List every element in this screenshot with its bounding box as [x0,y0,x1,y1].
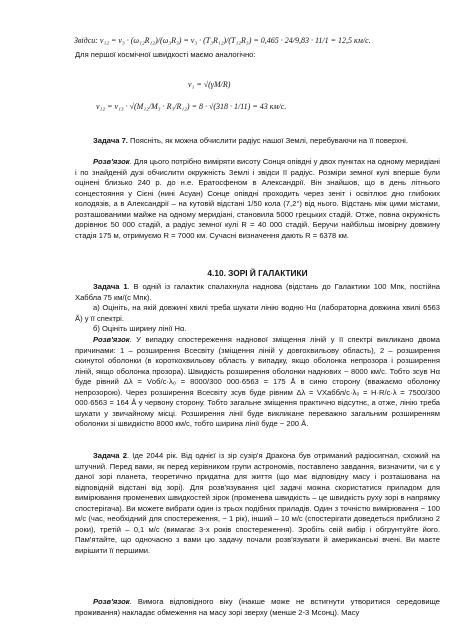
formula-v1: v₁ = √(γM/R) [188,80,231,89]
first-cosmic-intro: Для першої космічної швидкості маємо аналогічно: [75,50,256,59]
task1-part-b: б) Оцініть ширину лінії Hα. [93,324,187,333]
task7-paragraph: Задача 7. Поясніть, як можна обчислити радіус нашої Землі, перебуваючи на її поверхні. [93,136,408,145]
task1-part-a: а) Оцініть, на якій довжині хвилі треба шукати лінію водню Hα (лабораторна довжина хвилі 6563 Å) у її спектрі. [75,303,440,323]
task2-solution: Розв'язок. Вимога відповідного віку (інакше може не встигнути утворитися середовище проживання) накладає обмеження на масу зорі зверху (менше 2-3 Mсонц). Масу [75,597,440,617]
formula-speed-ratio: Звідси: v₁₂ = v₃ · (ω₁₂R₁₂)/(ω₃R₃) = v₃ · (T₃R₁₂)/(T₁₂R₃) = 0,465 · 24/9,83 · 11/1 = 12,5 км/с. [74,36,371,45]
task1-paragraph: Задача 1. В одній із галактик спалахнула наднова (відстань до Галактики 100 Мпк, постійна Хаббла 75 км/(с Мпк). [75,282,440,302]
task7-solution: Розв'язок. Для цього потрібно виміряти висоту Сонця опівдні у двох пунктах на одному меридіані і по знайденій дузі обчислити окружність Землі і звідси її радіус. Розміри земної кулі вперше були оцінені близько 240 р. до н.е. Ератосфеном в Александрії. Він знайшов, що в день літнього сонцестояння у Сієні (нині Асуан) Сонце опівдні проходить через зеніт і освітлює дно глибоких колодязів, а в Александрії – на кутовій відстані 1/50 кола (7,2°) від нього. Відстань між цими містами, розташованими майже на одному меридіані, становила 5000 грецьких стадій. Отже, повна окружність дорівнює 50 000 стадій, а радіус земної кулі R = 40 000 стадій. Беручи найбільш імовірну довжину стадія 175 м, отримуємо R = 7000 км. Сучасні визначення дають R = 6378 км. [75,157,440,240]
task1-solution: Розв'язок. У випадку спостереження наднової зміщення ліній у її спектрі викликано двома причинами: 1 – розширення Всесвіту (зміщення ліній у довгохвильову область), 2 – розширення скинутої оболонки (в короткохвильову область у випадку, якщо оболонка непрозора і розширення ліній, якщо оболонка прозора). Швидкість розширення оболонки наднових ~ 8000 км/с. Тобто зсув Hα буде рівний Δλ = Vоб/c·λ₀ = 8000/300 000·6563 = 175 Å в синю сторону (вважаємо оболонку непрозорою). Через розширення Всесвіту зсув буде рівним Δλ = VХаббл/c·λ₀ = H·R/c·λ = 7500/300 000·6563 = 164 Å у червону сторону. Тобто загальне зміщення практично відсутнє, а отже, лінію треба шукати у звичайному місці. Розширення лінії буде викликане переважно загальним розширенням оболонки зі швидкістю 8000 км/с, тобто ширина лінії буде ~ 200 Å. [75,335,440,428]
formula-v1-jupiter: v₁₂ = v₁₃ · √(M₁₂/M₃ · R₃/R₁₂) = 8 · √(318 · 1/11) = 43 км/с. [96,102,287,111]
section-heading: 4.10. ЗОРІ Й ГАЛАКТИКИ [207,268,308,278]
task2-paragraph: Задача 2. Іде 2044 рік. Від однієї із зір сузір'я Дракона був отриманий радіосигнал, схожий на штучний. Перед вами, як перед керівником групи астрономів, поставлено завдання, визначити, чи є у даної зорі планета, теоретично придатна для життя (що має відповідну масу і розташована на відповідній відстані від зорі). Для розв'язування цієї задачі можна скористатися приладом для вимірювання променевих швидкостей зірок (променева швидкість – це швидкість руху зорі в напрямку спостерігача). Ви можете вибрати один із трьох подібних приладів. Один з точністю вимірювання ~ 100 м/с (час, необхідний для спостереження, ~ 1 рік), інший – 10 м/с (спостерігати доведеться приблизно 2 роки), третій – 0,1 м/с (вимагає 3-х років спостереження). Зробіть свій вибір і обгрунтуйте його. Пам'ятайте, що одночасно з вами цю задачу почали розв'язувати й американські вчені. Ви маєте вирішити її першими. [75,451,440,555]
